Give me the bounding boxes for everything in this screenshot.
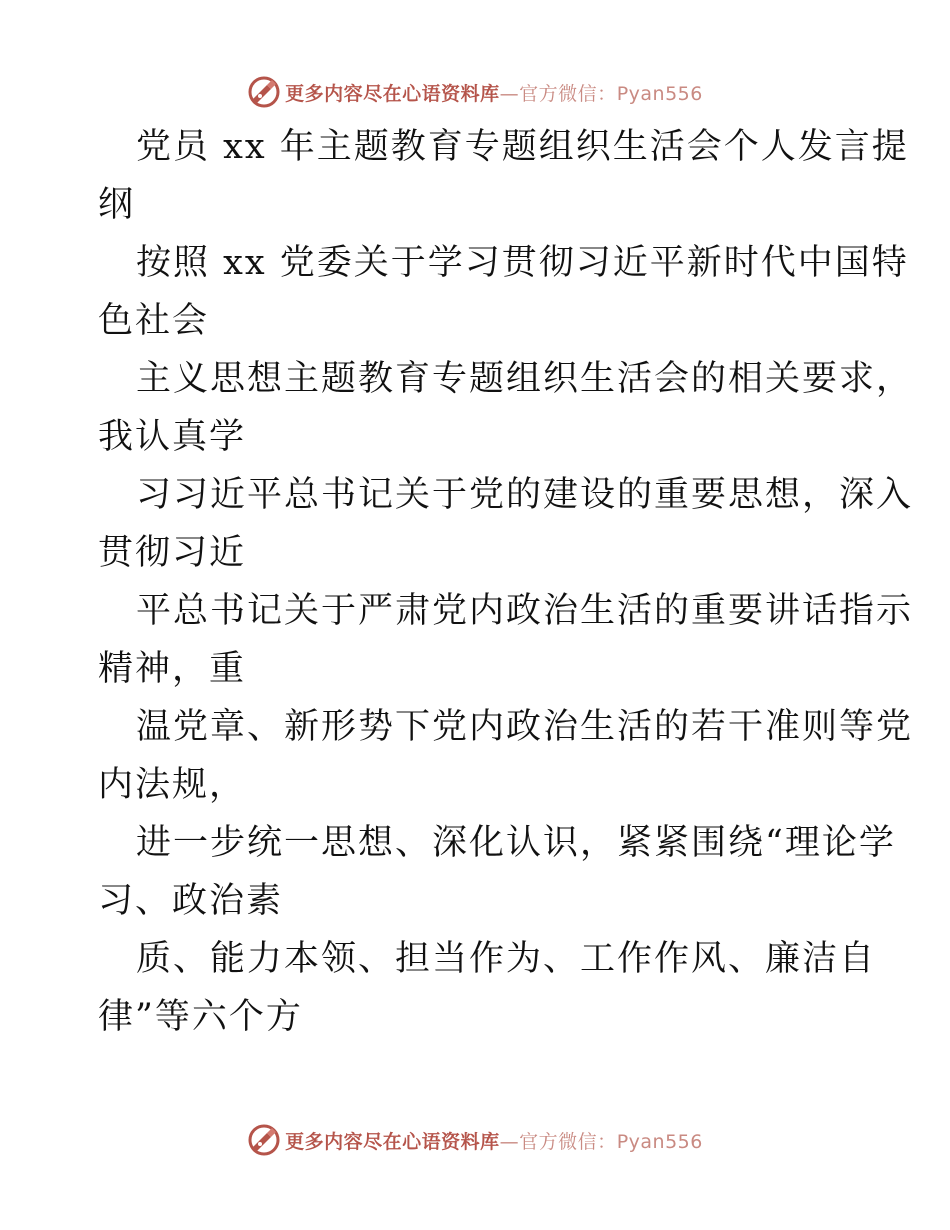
paragraph (98, 698, 914, 814)
banner-brand-text: 更多内容尽在心语资料库 (285, 1130, 500, 1153)
paragraph-continuation-line: 习、政治素 (98, 881, 284, 921)
banner-text (285, 79, 703, 106)
banner-brand-text: 更多内容尽在心语资料库 (285, 82, 500, 105)
paragraph-continuation-line: 律”等六个方 (98, 997, 303, 1037)
header-banner (0, 72, 950, 112)
paragraph-first-line: 按照 xx 党委关于学习贯彻习近平新时代中国特 (136, 243, 909, 283)
paragraph-continuation-line: 色社会 (98, 301, 210, 341)
paragraph (98, 582, 914, 698)
paragraph-continuation-line: 精神，重 (98, 649, 247, 689)
paragraph-continuation-line: 内法规， (98, 765, 247, 805)
paragraph (98, 234, 909, 350)
paragraph-first-line: 习习近平总书记关于党的建设的重要思想，深入 (136, 475, 914, 515)
paragraph-first-line: 质、能力本领、担当作为、工作作风、廉洁自 (136, 939, 877, 979)
paragraph-first-line: 主义思想主题教育专题组织生活会的相关要求， (136, 359, 914, 399)
banner-separator: — (499, 82, 520, 105)
paragraph (98, 814, 896, 930)
paragraph (98, 930, 877, 1046)
paragraph (98, 466, 914, 582)
paragraph-continuation-line: 我认真学 (98, 417, 247, 457)
banner-wechat-id: Pyan556 (616, 82, 703, 105)
paragraph-continuation-line: 贯彻习近 (98, 533, 247, 573)
document-body (98, 118, 914, 1046)
paragraph-first-line: 平总书记关于严肃党内政治生活的重要讲话指示 (136, 591, 914, 631)
banner-wechat-label: 官方微信： (519, 82, 617, 105)
paragraph (98, 118, 909, 234)
paragraph-first-line: 温党章、新形势下党内政治生活的若干准则等党 (136, 707, 914, 747)
banner-text (285, 1127, 703, 1154)
banner-wechat-label: 官方微信： (519, 1130, 617, 1153)
pen-nib-circle-icon (247, 75, 281, 109)
paragraph (98, 350, 914, 466)
paragraph-first-line: 进一步统一思想、深化认识，紧紧围绕“理论学 (136, 823, 896, 863)
banner-separator: — (499, 1130, 520, 1153)
banner-wechat-id: Pyan556 (616, 1130, 703, 1153)
footer-banner (0, 1120, 950, 1160)
pen-nib-circle-icon (247, 1123, 281, 1157)
paragraph-first-line: 党员 xx 年主题教育专题组织生活会个人发言提 (136, 127, 909, 167)
paragraph-continuation-line: 纲 (98, 185, 136, 225)
